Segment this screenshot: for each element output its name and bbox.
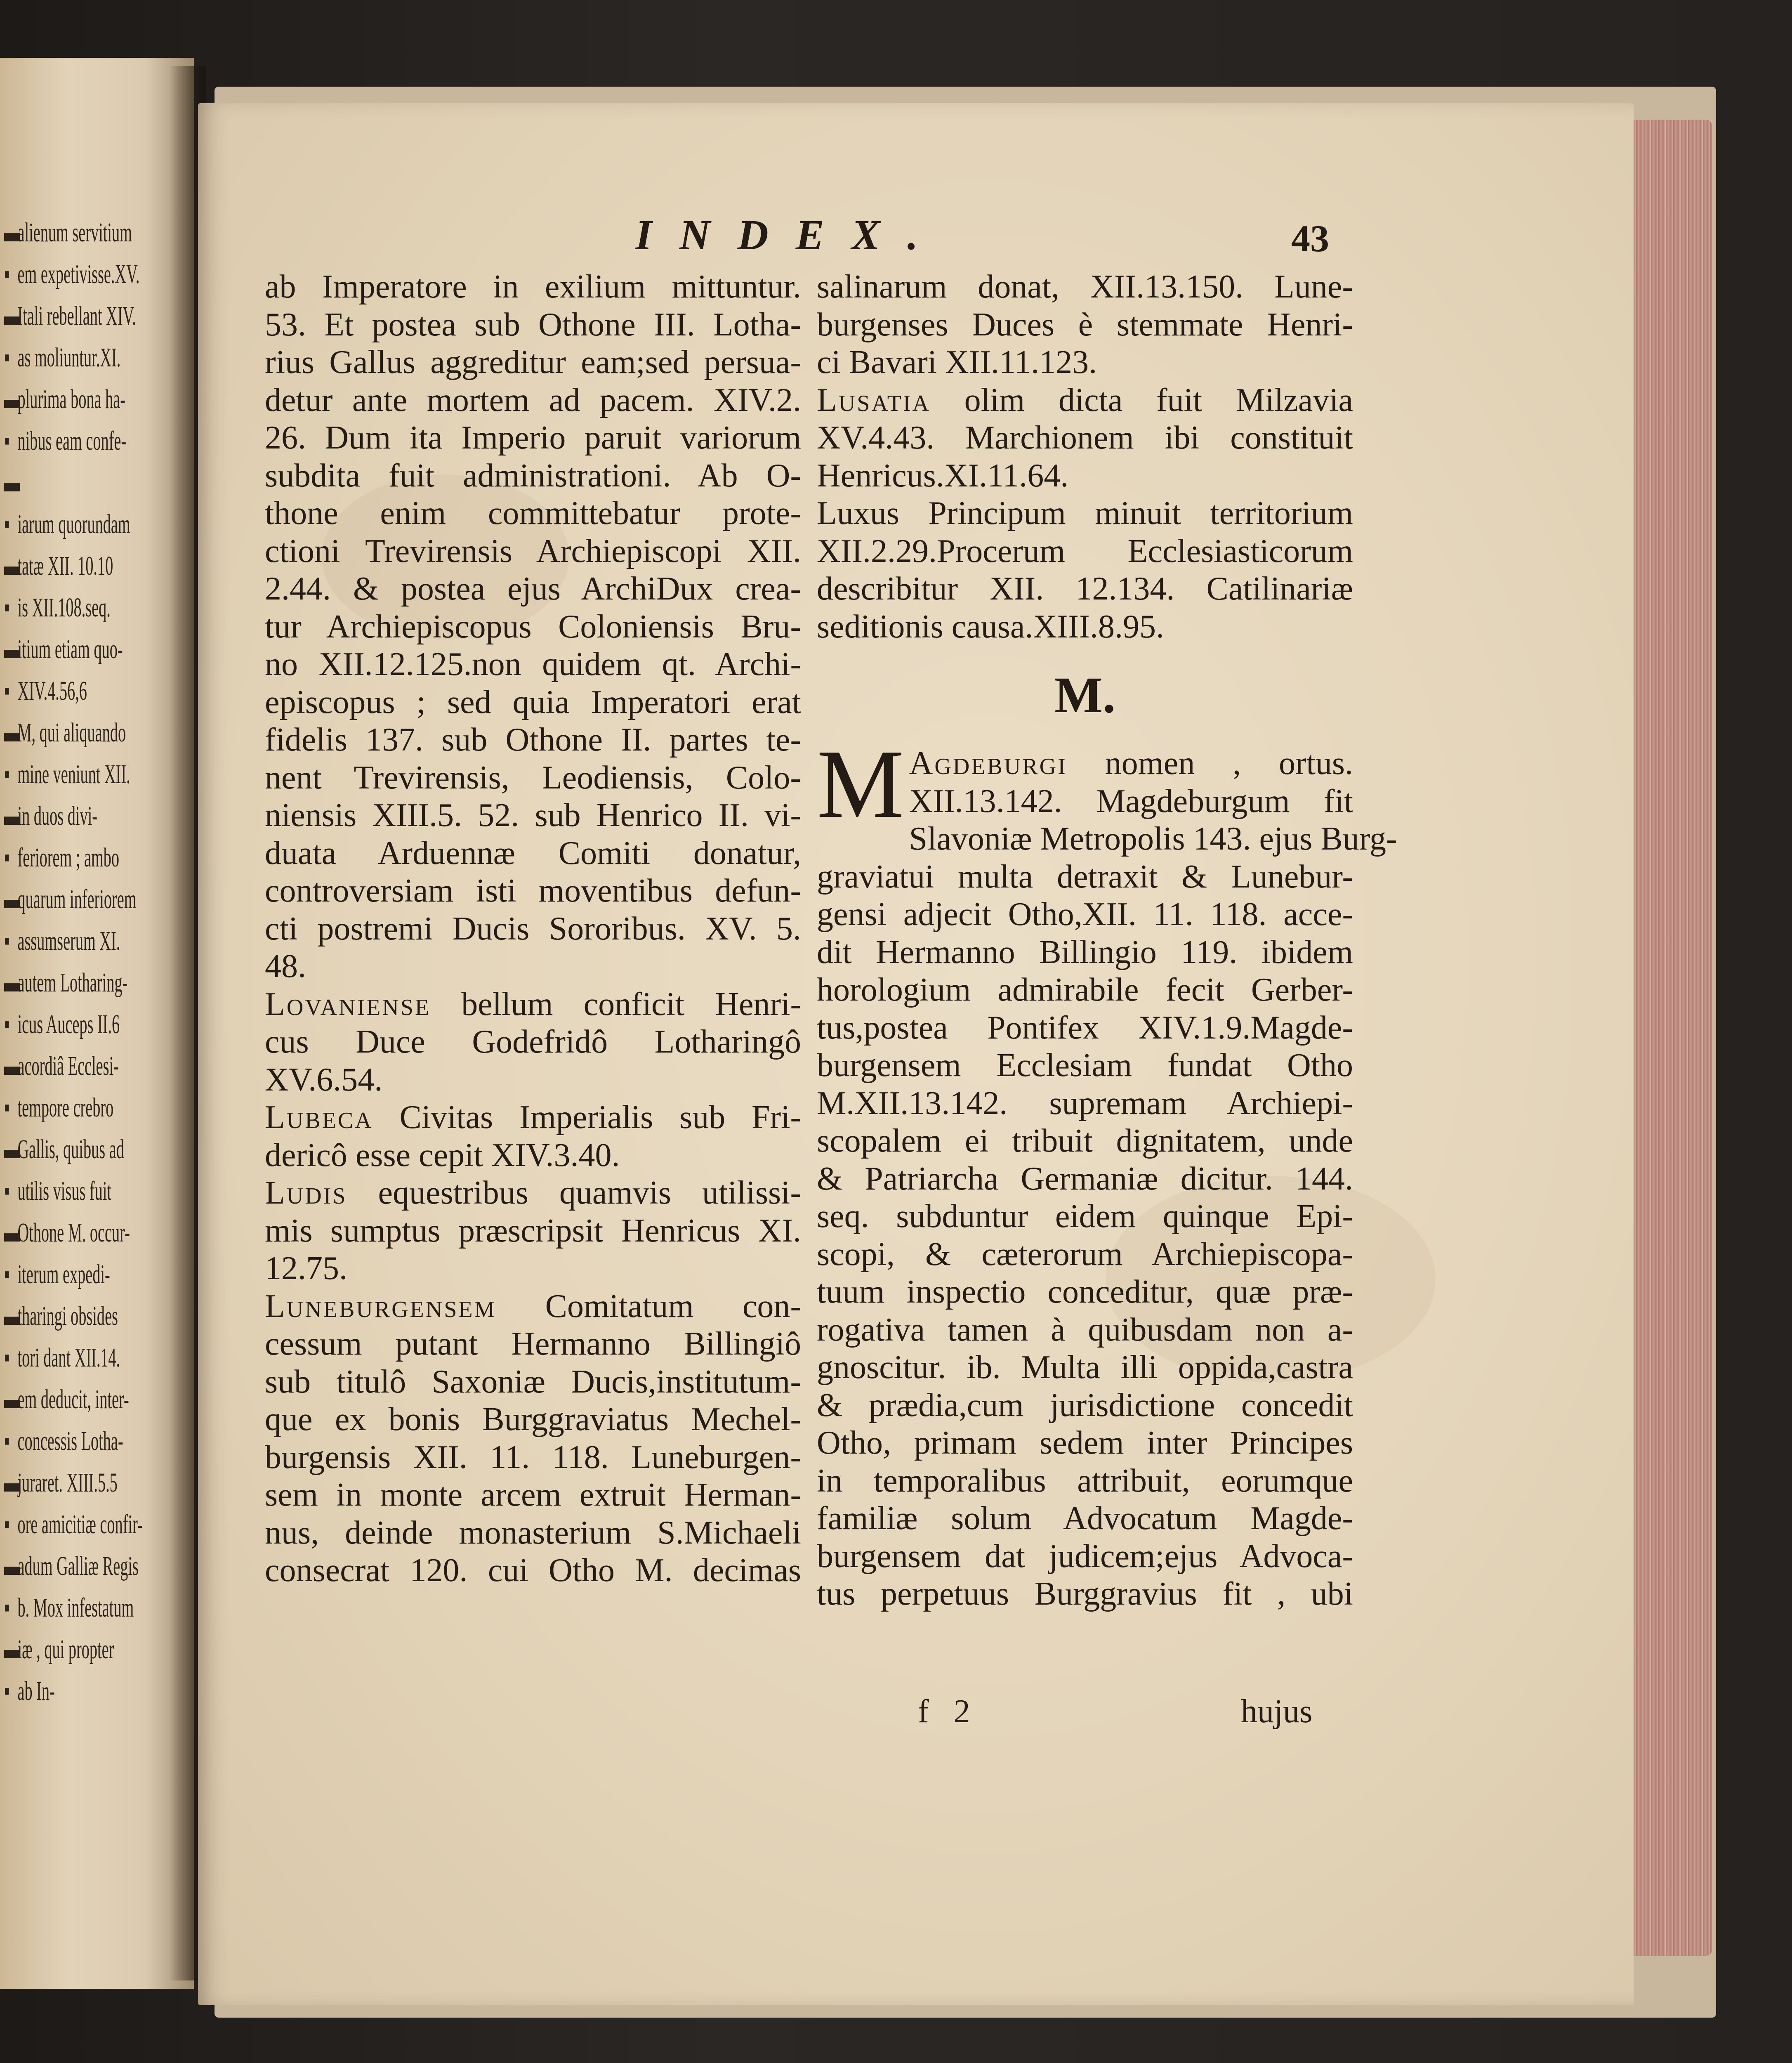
marginal-mark: ▪ <box>4 1009 10 1039</box>
fragment-text: tatæ XII. 10.10 <box>17 551 113 581</box>
entry-text: rogativa tamen à quibusdam non a- <box>817 1311 1353 1348</box>
index-line <box>817 1122 1353 1160</box>
entry-text: tus perpetuus Burggravius fit , ubi <box>817 1576 1353 1612</box>
entry-text: episcopus ; sed quia Imperatori erat <box>265 684 801 720</box>
entry-text: equestribus quamvis utilissi- <box>347 1175 801 1211</box>
fragment-text: ore amicitiæ confir- <box>17 1509 143 1539</box>
marginal-mark: ▪ <box>4 342 10 373</box>
fragment-text: autem Lotharing- <box>17 968 128 998</box>
marginal-mark: ▪ <box>4 843 10 873</box>
fragment-text: quarum inferiorem <box>17 884 137 914</box>
entry-text: fidelis 137. sub Othone II. partes te- <box>265 722 801 758</box>
index-line <box>265 1212 801 1250</box>
fragment-text: M, qui aliquando <box>17 718 126 748</box>
index-line <box>265 419 801 457</box>
entry-text: Comitatum con- <box>496 1288 801 1324</box>
fragment-text: b. Mox infestatum <box>17 1593 134 1623</box>
fragment-text: Othone M. occur- <box>17 1218 130 1248</box>
index-line <box>265 306 801 344</box>
marginal-mark: ▪ <box>4 259 10 289</box>
entry-text: bellum conficit Henri- <box>431 986 801 1022</box>
index-line <box>817 1236 1353 1274</box>
fragment-line <box>4 423 127 459</box>
fragment-line <box>4 340 121 376</box>
index-line <box>817 344 1353 382</box>
marginal-mark: ▪ <box>4 1509 10 1539</box>
index-line <box>817 1500 1353 1538</box>
fragment-line <box>4 548 113 584</box>
marginal-mark: ▪ <box>4 926 10 956</box>
marginal-mark: ▪ <box>4 1093 10 1123</box>
entry-text: duata Arduennæ Comiti donatur, <box>265 835 801 871</box>
entry-text: rius Gallus aggreditur eam;sed persua- <box>265 344 801 380</box>
fragment-line <box>4 256 140 293</box>
index-line <box>265 684 801 722</box>
entry-text: ctioni Trevirensis Archiepiscopi XII. <box>265 533 801 569</box>
entry-text: tus,postea Pontifex XIV.1.9.Magde- <box>817 1009 1353 1046</box>
index-line <box>817 495 1353 533</box>
entry-text: scopi, & cæterorum Archiepiscopa- <box>817 1236 1353 1272</box>
entry-text: Luxus Principum minuit territorium <box>817 495 1353 531</box>
index-line <box>817 1575 1353 1613</box>
index-line <box>817 382 1353 420</box>
entry-headword: Agdeburgi <box>909 745 1067 781</box>
fragment-line <box>4 215 132 251</box>
entry-headword: Lovaniense <box>265 986 431 1022</box>
index-line <box>265 1476 801 1514</box>
index-line <box>817 858 1353 896</box>
index-line <box>265 570 801 608</box>
entry-text: dit Hermanno Billingio 119. ibidem <box>817 934 1353 970</box>
entry-headword: Luneburgensem <box>265 1288 497 1324</box>
entry-text: controversiam isti moventibus defun- <box>265 873 801 909</box>
entry-headword: Ludis <box>265 1175 347 1211</box>
marginal-mark: ▬ <box>4 1634 20 1664</box>
marginal-mark: ▬ <box>4 1468 20 1498</box>
entry-text: mis sumptus præscripsit Henricus XI. <box>265 1212 801 1249</box>
fragment-line <box>4 1048 119 1084</box>
fragment-text: tempore crebro <box>17 1093 114 1123</box>
marginal-mark: ▬ <box>4 1218 20 1248</box>
entry-text: salinarum donat, XII.13.150. Lune- <box>817 269 1353 305</box>
column-right-entries-m <box>817 820 1397 1613</box>
entry-text: 12.75. <box>265 1250 347 1286</box>
entry-text: nent Trevirensis, Leodiensis, Colo- <box>265 759 801 796</box>
index-line <box>817 1160 1353 1198</box>
index-line <box>265 721 801 759</box>
entry-text: describitur XII. 12.134. Catilinariæ <box>817 571 1353 607</box>
fragment-line <box>4 673 109 709</box>
fragment-line <box>4 1298 118 1334</box>
index-line <box>817 1198 1353 1236</box>
index-line <box>265 1250 801 1288</box>
fragment-text: mine veniunt XII. <box>17 759 130 789</box>
entry-text: M.XII.13.142. supremam Archiepi- <box>817 1085 1353 1121</box>
fragment-text: tharingi obsides <box>17 1301 118 1331</box>
marginal-mark: ▬ <box>4 1384 20 1414</box>
fragment-text: ab In- <box>17 1676 55 1706</box>
fragment-line <box>4 1673 109 1709</box>
index-line <box>265 1288 801 1326</box>
fragment-text: juraret. XIII.5.5 <box>17 1468 118 1498</box>
index-line <box>265 948 801 986</box>
fragment-text: as moliuntur.XI. <box>17 342 121 373</box>
fragment-line <box>4 1256 109 1293</box>
fragment-text: is XII.108.seq. <box>17 592 111 623</box>
entry-text: 48. <box>265 948 306 984</box>
marginal-mark: ▪ <box>4 1343 10 1373</box>
index-line <box>265 1137 801 1175</box>
fragment-line <box>4 1173 112 1209</box>
catchword: hujus <box>1241 1693 1313 1730</box>
entry-text: niensis XIII.5. 52. sub Henrico II. vi- <box>265 797 801 833</box>
index-line <box>265 1174 801 1212</box>
index-line <box>265 608 801 646</box>
marginal-mark: ▪ <box>4 509 10 539</box>
fragment-line <box>4 1006 120 1043</box>
marginal-mark: ▪ <box>4 1676 10 1706</box>
fragment-text: itium etiam quo- <box>17 634 123 664</box>
column-right-entries-l <box>817 268 1353 646</box>
fragment-text: feriorem ; ambo <box>17 843 120 873</box>
index-line <box>817 533 1353 571</box>
entry-text: XII.13.142. Magdeburgum fit <box>909 783 1353 819</box>
fragment-line <box>4 1381 129 1418</box>
marginal-mark: ▬ <box>4 884 20 914</box>
fragment-text: nibus eam confe- <box>17 426 127 456</box>
entry-text: nus, deinde monasterium S.Michaeli <box>265 1514 801 1551</box>
entry-text: Slavoniæ Metropolis 143. ejus Burg- <box>909 821 1397 857</box>
entry-text: cessum putant Hermanno Billingiô <box>265 1326 801 1362</box>
marginal-mark: ▬ <box>4 634 20 664</box>
index-line <box>817 1311 1353 1349</box>
entry-text: burgenses Duces è stemmate Henri- <box>817 306 1353 343</box>
entry-text: nomen , ortus. <box>1067 745 1353 781</box>
fragment-line <box>4 381 125 418</box>
fragment-text: iarum quorundam <box>17 509 130 539</box>
entry-text: sub titulô Saxoniæ Ducis,institutum- <box>265 1363 801 1400</box>
entry-text: graviatui multa detraxit & Lunebur- <box>817 858 1353 895</box>
marginal-mark: ▪ <box>4 592 10 623</box>
entry-text: cti postremi Ducis Sororibus. XV. 5. <box>265 910 801 947</box>
fragment-text: alienum servitium <box>17 217 132 248</box>
marginal-mark: ▪ <box>4 1593 10 1623</box>
index-line <box>265 759 801 797</box>
index-line <box>265 872 801 910</box>
entry-text: seditionis causa.XIII.8.95. <box>817 608 1165 645</box>
entry-text: & Patriarcha Germaniæ dicitur. 144. <box>817 1160 1353 1197</box>
fragment-line <box>4 1548 139 1584</box>
entry-text: familiæ solum Advocatum Magde- <box>817 1500 1353 1537</box>
index-line <box>265 797 801 835</box>
entry-text: olim dicta fuit Milzavia <box>930 382 1353 418</box>
index-line <box>265 495 801 533</box>
index-line <box>265 1552 801 1590</box>
index-line <box>817 1009 1353 1047</box>
entry-text: ci Bavari XII.11.123. <box>817 344 1097 380</box>
marginal-mark: ▬ <box>4 1051 20 1081</box>
fragment-line <box>4 465 109 501</box>
fragment-line <box>4 1631 114 1668</box>
marginal-mark: ▬ <box>4 801 20 831</box>
index-line <box>817 971 1353 1009</box>
index-line <box>265 1023 801 1061</box>
marginal-mark: ▬ <box>4 1134 20 1164</box>
marginal-mark: ▬ <box>4 217 20 248</box>
fragment-line <box>4 965 128 1001</box>
index-line <box>817 1538 1353 1576</box>
marginal-mark: ▬ <box>4 467 20 498</box>
fragment-line <box>4 798 109 834</box>
fragment-line <box>4 1590 134 1626</box>
entry-text: no XII.12.125.non quidem qt. Archi- <box>265 646 801 682</box>
fragment-text: utilis visus fuit <box>17 1176 112 1206</box>
marginal-mark: ▬ <box>4 551 20 581</box>
dropcap-entry <box>817 730 1353 838</box>
fragment-text: iterum expedi- <box>17 1259 110 1289</box>
index-line <box>817 934 1353 972</box>
index-line <box>817 457 1353 495</box>
marginal-mark: ▪ <box>4 759 10 789</box>
fragment-text: concessis Lotha- <box>17 1426 123 1456</box>
index-line <box>817 608 1353 646</box>
fore-edge <box>1621 120 1712 1956</box>
index-line <box>817 896 1353 934</box>
marginal-mark: ▪ <box>4 1176 10 1206</box>
index-line <box>265 382 801 420</box>
index-line <box>265 646 801 684</box>
entry-text: 2.44. & postea ejus ArchiDux crea- <box>265 571 801 607</box>
fragment-line <box>4 1131 124 1168</box>
marginal-mark: ▬ <box>4 384 20 414</box>
entry-text: & prædia,cum jurisdictione concedit <box>817 1387 1353 1423</box>
entry-text: subdita fuit administrationi. Ab O- <box>265 457 801 494</box>
index-line <box>817 1085 1353 1123</box>
marginal-mark: ▪ <box>4 1426 10 1456</box>
entry-text: burgensem Ecclesiam fundat Otho <box>817 1047 1353 1083</box>
fragment-line <box>4 590 109 626</box>
marginal-mark: ▪ <box>4 676 10 706</box>
entry-text: XII.2.29.Procerum Ecclesiasticorum <box>817 533 1353 569</box>
fragment-line <box>4 1465 118 1501</box>
fragment-text: iæ , qui propter <box>17 1634 114 1664</box>
fragment-line <box>4 881 137 918</box>
fragment-line <box>4 298 136 334</box>
marginal-mark: ▬ <box>4 1301 20 1331</box>
index-line <box>817 1462 1353 1500</box>
entry-text: scopalem ei tribuit dignitatem, unde <box>817 1123 1353 1159</box>
entry-text: XV.6.54. <box>265 1061 383 1098</box>
marginal-mark: ▪ <box>4 1259 10 1289</box>
fragment-line <box>4 1215 130 1251</box>
index-line <box>265 1061 801 1099</box>
entry-text: ab Imperatore in exilium mittuntur. <box>265 269 801 305</box>
dropcap-letter: M <box>817 730 904 838</box>
entry-text: 53. Et postea sub Othone III. Lotha- <box>265 306 801 343</box>
index-line <box>265 910 801 948</box>
fragment-text: plurima bona ha- <box>17 384 125 414</box>
fragment-line <box>4 715 126 751</box>
index-line <box>265 344 801 382</box>
fragment-line <box>4 840 120 876</box>
section-letter-heading: M. <box>1054 667 1116 723</box>
index-line <box>817 1349 1353 1387</box>
index-line <box>817 570 1353 608</box>
entry-text: Civitas Imperialis sub Fri- <box>373 1099 801 1135</box>
index-line <box>265 1363 801 1401</box>
entry-text: horologium admirabile fecit Gerber- <box>817 972 1353 1008</box>
marginal-mark: ▬ <box>4 1551 20 1581</box>
entry-text: seq. subduntur eidem quinque Epi- <box>817 1198 1353 1234</box>
entry-text: que ex bonis Burggraviatus Mechel- <box>265 1401 801 1437</box>
entry-text: gnoscitur. ib. Multa illi oppida,castra <box>817 1349 1353 1386</box>
fragment-text: Itali rebellant XIV. <box>17 301 136 331</box>
index-line <box>817 1387 1353 1425</box>
fragment-text: tori dant XII.14. <box>17 1343 120 1373</box>
index-line <box>265 1514 801 1552</box>
fragment-line <box>4 923 120 959</box>
fragment-line <box>4 1340 120 1376</box>
marginal-mark: ▬ <box>4 301 20 331</box>
fragment-text: acordiâ Ecclesi- <box>17 1051 119 1081</box>
fragment-text: assumserum XI. <box>17 926 120 956</box>
entry-text: tuum inspectio conceditur, quæ præ- <box>817 1274 1353 1310</box>
index-line <box>265 835 801 873</box>
entry-text: Henricus.XI.11.64. <box>817 457 1069 494</box>
index-line <box>265 1401 801 1439</box>
fragment-line <box>4 1506 143 1543</box>
fragment-text: Gallis, quibus ad <box>17 1134 124 1164</box>
fragment-text: adum Galliæ Regis <box>17 1551 139 1581</box>
index-line <box>265 268 801 306</box>
fragment-text: em deducit, inter- <box>17 1384 129 1414</box>
fragment-text: icus Auceps II.6 <box>17 1009 120 1039</box>
marginal-mark: ▬ <box>4 968 20 998</box>
index-line <box>265 1325 801 1363</box>
index-line <box>817 306 1353 344</box>
fragment-line <box>4 756 130 793</box>
entry-headword: Lubeca <box>265 1099 373 1135</box>
index-line <box>817 1424 1353 1462</box>
marginal-mark: ▬ <box>4 718 20 748</box>
entry-text: cus Duce Godefridô Lotharingô <box>265 1024 801 1060</box>
index-line <box>265 1099 801 1137</box>
entry-text: thone enim committebatur prote- <box>265 495 801 531</box>
index-column-left <box>265 268 801 1712</box>
signature-mark: f 2 <box>918 1693 970 1730</box>
page-number: 43 <box>1291 217 1329 260</box>
entry-text: burgensis XII. 11. 118. Luneburgen- <box>265 1439 801 1475</box>
entry-text: burgensem dat judicem;ejus Advoca- <box>817 1538 1353 1574</box>
fragment-line <box>4 1090 114 1126</box>
index-line <box>265 533 801 571</box>
entry-text: consecrat 120. cui Otho M. decimas <box>265 1552 801 1589</box>
entry-text: gensi adjecit Otho,XII. 11. 118. acce- <box>817 896 1353 932</box>
entry-text: Otho, primam sedem inter Principes <box>817 1425 1353 1461</box>
index-line <box>265 1439 801 1477</box>
entry-text: dericô esse cepit XIV.3.40. <box>265 1137 620 1173</box>
marginal-mark: ▪ <box>4 426 10 456</box>
entry-text: detur ante mortem ad pacem. XIV.2. <box>265 382 801 418</box>
running-title: INDEX. <box>635 211 946 259</box>
fragment-text: em expetivisse.XV. <box>17 259 140 289</box>
index-line <box>817 419 1353 457</box>
index-line <box>265 986 801 1024</box>
fragment-text: XIV.4.56,6 <box>17 676 87 706</box>
index-line <box>817 1047 1353 1085</box>
entry-text: in temporalibus attribuit, eorumque <box>817 1462 1353 1499</box>
index-column-right <box>817 268 1397 1712</box>
entry-headword: Lusatia <box>817 382 931 418</box>
index-line <box>817 1273 1353 1311</box>
fragment-line <box>4 506 130 543</box>
entry-text: XV.4.43. Marchionem ibi constituit <box>817 420 1353 456</box>
fragment-line <box>4 1423 123 1459</box>
previous-page-fragment <box>0 58 194 1989</box>
entry-text: 26. Dum ita Imperio paruit variorum <box>265 420 801 456</box>
index-line <box>265 457 801 495</box>
entry-text: tur Archiepiscopus Coloniensis Bru- <box>265 608 801 645</box>
entry-text: sem in monte arcem extruit Herman- <box>265 1477 801 1513</box>
index-line <box>817 268 1353 306</box>
fragment-text: in duos divi- <box>17 801 98 831</box>
fragment-line <box>4 631 123 668</box>
